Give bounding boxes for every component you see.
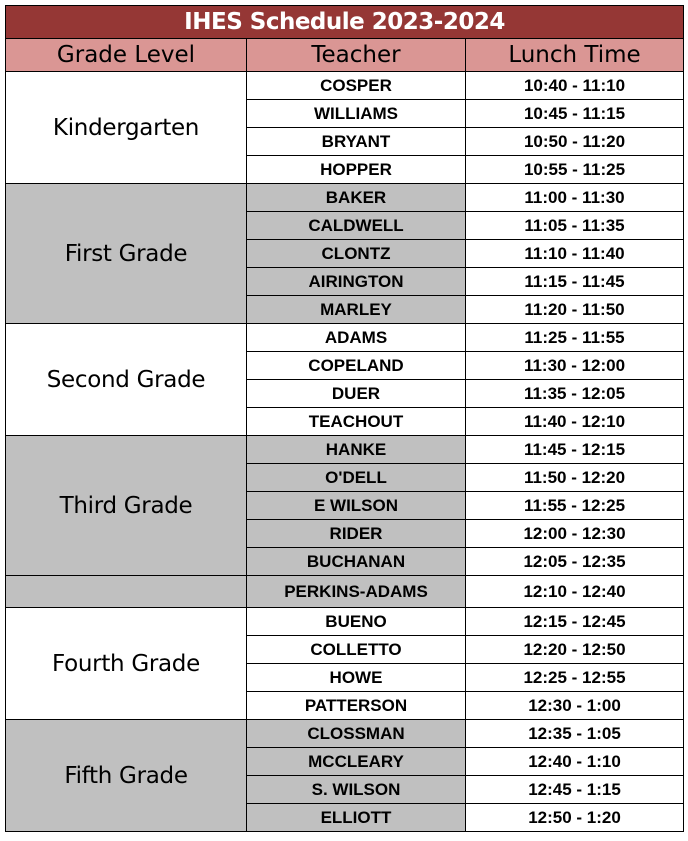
lunch-time-cell: 11:15 - 11:45 — [466, 268, 684, 296]
lunch-time-cell: 11:35 - 12:05 — [466, 380, 684, 408]
teacher-cell: E WILSON — [247, 492, 466, 520]
teacher-cell: O'DELL — [247, 464, 466, 492]
teacher-cell: DUER — [247, 380, 466, 408]
lunch-time-cell: 12:10 - 12:40 — [466, 576, 684, 608]
lunch-time-cell: 12:05 - 12:35 — [466, 548, 684, 576]
schedule-body — [6, 72, 684, 832]
teacher-cell: CLONTZ — [247, 240, 466, 268]
lunch-time-cell: 11:25 - 11:55 — [466, 324, 684, 352]
schedule-row — [6, 436, 684, 464]
teacher-cell: CLOSSMAN — [247, 720, 466, 748]
header-grade-level: Grade Level — [6, 39, 247, 72]
lunch-time-cell: 11:30 - 12:00 — [466, 352, 684, 380]
lunch-time-cell: 11:40 - 12:10 — [466, 408, 684, 436]
schedule-row — [6, 576, 684, 608]
grade-level-cell: Fourth Grade — [6, 608, 247, 720]
teacher-cell: ADAMS — [247, 324, 466, 352]
teacher-cell: PATTERSON — [247, 692, 466, 720]
teacher-cell: S. WILSON — [247, 776, 466, 804]
lunch-time-cell: 11:45 - 12:15 — [466, 436, 684, 464]
lunch-time-cell: 12:15 - 12:45 — [466, 608, 684, 636]
schedule-row — [6, 72, 684, 100]
header-lunch-time: Lunch Time — [466, 39, 684, 72]
schedule-title: IHES Schedule 2023-2024 — [6, 6, 684, 39]
teacher-cell: ELLIOTT — [247, 804, 466, 832]
lunch-time-cell: 12:25 - 12:55 — [466, 664, 684, 692]
lunch-time-cell: 10:55 - 11:25 — [466, 156, 684, 184]
teacher-cell: MCCLEARY — [247, 748, 466, 776]
lunch-time-cell: 10:50 - 11:20 — [466, 128, 684, 156]
teacher-cell: COLLETTO — [247, 636, 466, 664]
lunch-time-cell: 11:00 - 11:30 — [466, 184, 684, 212]
teacher-cell: WILLIAMS — [247, 100, 466, 128]
schedule-row — [6, 608, 684, 636]
lunch-time-cell: 12:35 - 1:05 — [466, 720, 684, 748]
grade-level-cell — [6, 576, 247, 608]
grade-level-cell: Fifth Grade — [6, 720, 247, 832]
teacher-cell: BUENO — [247, 608, 466, 636]
teacher-cell: CALDWELL — [247, 212, 466, 240]
schedule-row — [6, 324, 684, 352]
lunch-time-cell: 11:20 - 11:50 — [466, 296, 684, 324]
header-teacher: Teacher — [247, 39, 466, 72]
teacher-cell: HANKE — [247, 436, 466, 464]
lunch-time-cell: 11:05 - 11:35 — [466, 212, 684, 240]
teacher-cell: MARLEY — [247, 296, 466, 324]
grade-level-cell: Kindergarten — [6, 72, 247, 184]
lunch-time-cell: 11:10 - 11:40 — [466, 240, 684, 268]
teacher-cell: BAKER — [247, 184, 466, 212]
teacher-cell: HOPPER — [247, 156, 466, 184]
teacher-cell: PERKINS-ADAMS — [247, 576, 466, 608]
teacher-cell: COSPER — [247, 72, 466, 100]
lunch-time-cell: 11:55 - 12:25 — [466, 492, 684, 520]
grade-level-cell: Third Grade — [6, 436, 247, 576]
schedule-table — [5, 5, 684, 832]
teacher-cell: BRYANT — [247, 128, 466, 156]
lunch-time-cell: 12:50 - 1:20 — [466, 804, 684, 832]
teacher-cell: RIDER — [247, 520, 466, 548]
schedule-row — [6, 184, 684, 212]
teacher-cell: HOWE — [247, 664, 466, 692]
grade-level-cell: Second Grade — [6, 324, 247, 436]
teacher-cell: AIRINGTON — [247, 268, 466, 296]
lunch-time-cell: 12:40 - 1:10 — [466, 748, 684, 776]
schedule-row — [6, 720, 684, 748]
lunch-time-cell: 11:50 - 12:20 — [466, 464, 684, 492]
teacher-cell: BUCHANAN — [247, 548, 466, 576]
lunch-time-cell: 12:20 - 12:50 — [466, 636, 684, 664]
grade-level-cell: First Grade — [6, 184, 247, 324]
teacher-cell: COPELAND — [247, 352, 466, 380]
lunch-time-cell: 12:45 - 1:15 — [466, 776, 684, 804]
lunch-time-cell: 10:40 - 11:10 — [466, 72, 684, 100]
lunch-time-cell: 10:45 - 11:15 — [466, 100, 684, 128]
lunch-time-cell: 12:00 - 12:30 — [466, 520, 684, 548]
teacher-cell: TEACHOUT — [247, 408, 466, 436]
lunch-time-cell: 12:30 - 1:00 — [466, 692, 684, 720]
